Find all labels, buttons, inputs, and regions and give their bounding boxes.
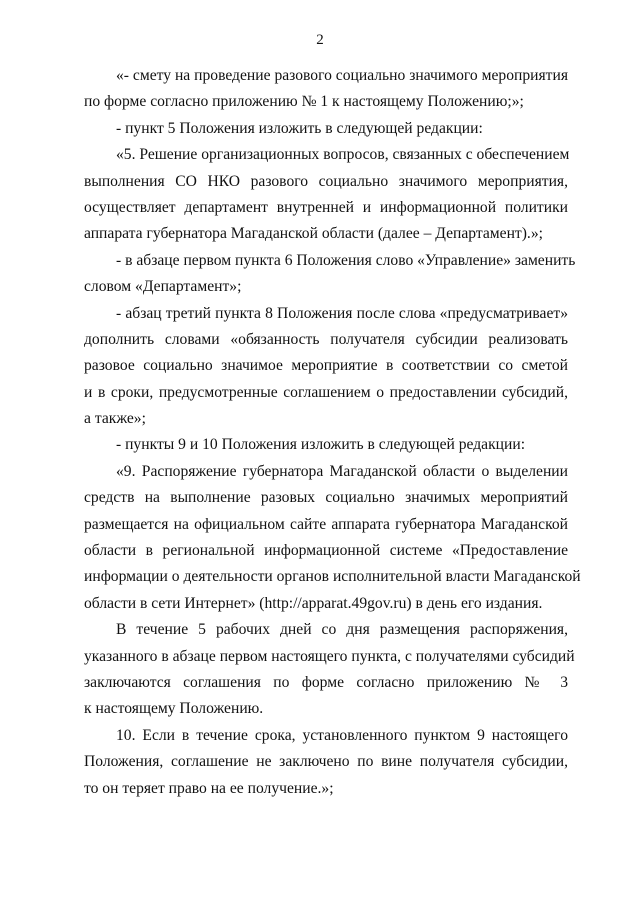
text-line: Положения, соглашение не заключено по вине получателя субсидии,: [84, 753, 568, 771]
text-line: словом «Департамент»;: [84, 278, 242, 296]
text-line: осуществляет департамент внутренней и информационной политики: [84, 198, 568, 216]
text-line: области в региональной информационной системе «Предоставление: [84, 542, 568, 560]
text-line: - в абзаце первом пункта 6 Положения слово «Управление» заменить: [116, 251, 576, 269]
text-line: аппарата губернатора Магаданской области (далее – Департамент).»;: [84, 225, 543, 243]
text-line: «- смету на проведение разового социально значимого мероприятия: [116, 67, 568, 84]
text-line: и в сроки, предусмотренные соглашением о предоставлении субсидий,: [84, 383, 568, 401]
text-line: к настоящему Положению.: [84, 700, 264, 718]
text-line: размещается на официальном сайте аппарата губернатора Магаданской: [84, 515, 568, 533]
text-line: то он теряет право на ее получение.»;: [84, 779, 334, 797]
text-line: средств на выполнение разовых социально значимых мероприятий: [84, 489, 568, 507]
text-line: - пункты 9 и 10 Положения изложить в следующей редакции:: [116, 436, 526, 454]
text-line: В течение 5 рабочих дней со дня размещения распоряжения,: [116, 621, 568, 639]
document-body: [84, 63, 581, 802]
text-line: дополнить словами «обязанность получателя субсидии реализовать: [84, 330, 568, 348]
text-line: - пункт 5 Положения изложить в следующей редакции:: [116, 119, 483, 137]
text-line: по форме согласно приложению № 1 к настоящему Положению;»;: [84, 93, 524, 111]
page-number: 2: [316, 32, 324, 48]
text-line: указанного в абзаце первом настоящего пункта, с получателями субсидий: [84, 647, 575, 665]
text-line: 10. Если в течение срока, установленного пунктом 9 настоящего: [116, 726, 568, 744]
text-line: а также»;: [84, 410, 146, 428]
text-line: информации о деятельности органов исполнительной власти Магаданской: [84, 568, 581, 586]
text-line: выполнения СО НКО разового социально значимого мероприятия,: [84, 172, 568, 190]
text-line: - абзац третий пункта 8 Положения после слова «предусматривает»: [116, 304, 568, 322]
text-line: «5. Решение организационных вопросов, связанных с обеспечением: [116, 146, 570, 164]
text-line: области в сети Интернет» (http://apparat.49gov.ru) в день его издания.: [84, 594, 543, 612]
text-line: «9. Распоряжение губернатора Магаданской области о выделении: [116, 462, 568, 480]
text-line: разовое социально значимое мероприятие в соответствии со сметой: [84, 357, 568, 375]
text-line: заключаются соглашения по форме согласно приложению № 3: [84, 673, 568, 691]
